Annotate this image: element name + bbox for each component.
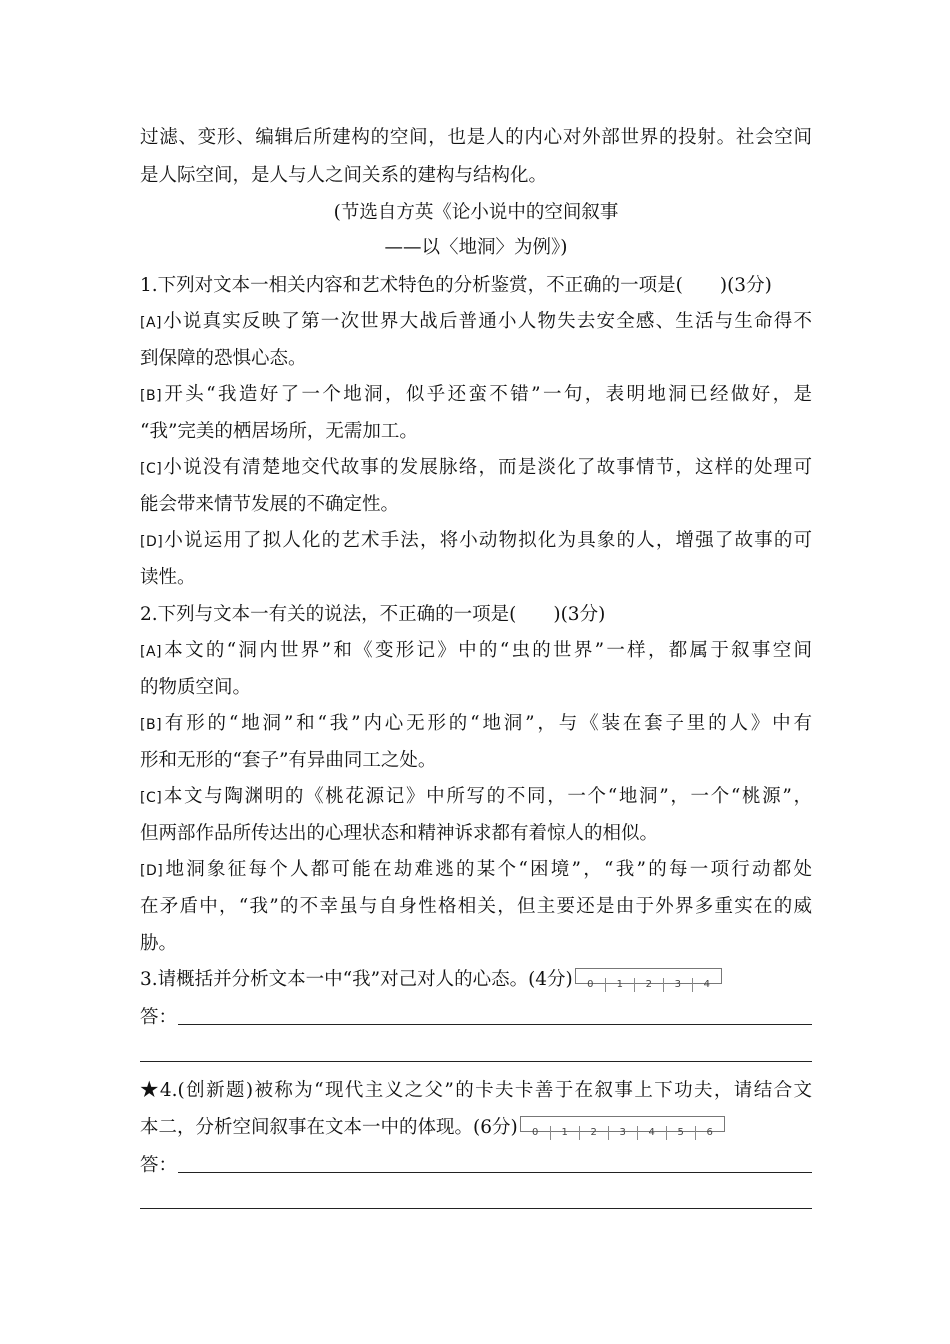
score-cell[interactable]: 1	[605, 978, 634, 992]
score-box[interactable]	[575, 968, 722, 990]
question-4-stem-cont	[140, 1115, 812, 1141]
option-tag: [C]	[140, 790, 163, 806]
passage-line: 是人际空间，是人与人之间关系的建构与结构化。	[140, 165, 548, 186]
option-text: 小说运用了拟人化的艺术手法，将小动物拟化为具象的人，增强了故事的可	[163, 530, 812, 551]
score-cell[interactable]: 3	[663, 978, 692, 992]
q2-option-b-cont: 形和无形的“套子”有异曲同工之处。	[140, 750, 437, 771]
score-cell[interactable]: 5	[666, 1126, 695, 1140]
q2-option-a-cont: 的物质空间。	[140, 677, 252, 698]
option-text: 小说真实反映了第一次世界大战后普通小人物失去安全感、生活与生命得不	[162, 311, 812, 332]
score-cell[interactable]: 3	[608, 1126, 637, 1140]
source-citation-line2: ——以〈地洞〉为例》)	[384, 237, 568, 258]
score-cell[interactable]: 1	[550, 1126, 579, 1140]
q2-option-b[interactable]	[140, 711, 812, 738]
question-4-text: 4.(创新题)被称为“现代主义之父”的卡夫卡善于在叙事上下功夫，请结合文	[159, 1080, 812, 1101]
answer-line[interactable]	[140, 1061, 812, 1062]
score-cell[interactable]: 4	[637, 1126, 666, 1140]
q1-option-c[interactable]	[140, 455, 812, 482]
question-4-text-cont: 本二，分析空间叙事在文本一中的体现。(6分)	[140, 1117, 518, 1138]
score-cell[interactable]: 0	[587, 979, 594, 990]
option-tag: [D]	[140, 534, 164, 550]
option-tag: [D]	[140, 863, 164, 879]
option-tag: [A]	[140, 644, 163, 660]
q2-option-a[interactable]	[140, 638, 812, 665]
option-tag: [B]	[140, 717, 163, 733]
score-cell[interactable]: 0	[532, 1127, 539, 1138]
q1-option-d[interactable]	[140, 528, 812, 555]
passage-line: 过滤、变形、编辑后所建构的空间，也是人的内心对外部世界的投射。社会空间	[140, 127, 812, 148]
q2-option-d-cont: 在矛盾中，“我”的不幸虽与自身性格相关，但主要还是由于外界多重实在的威	[140, 896, 812, 917]
answer-line[interactable]	[178, 1172, 812, 1173]
score-cell[interactable]: 4	[692, 978, 721, 992]
q2-option-c-cont: 但两部作品所传达出的心理状态和精神诉求都有着惊人的相似。	[140, 823, 659, 844]
question-3-text: 3.请概括并分析文本一中“我”对己对人的心态。(4分)	[140, 969, 573, 990]
q2-option-d[interactable]	[140, 857, 812, 884]
option-text: 地洞象征每个人都可能在劫难逃的某个“困境”，“我”的每一项行动都处	[163, 859, 812, 880]
option-text: 本文与陶渊明的《桃花源记》中所写的不同，一个“地洞”，一个“桃源”，	[162, 786, 812, 807]
source-citation-line1: (节选自方英《论小说中的空间叙事	[333, 202, 619, 223]
q1-option-b-cont: “我”完美的栖居场所，无需加工。	[140, 421, 418, 442]
question-4-stem	[140, 1078, 812, 1104]
option-text: 开头“我造好了一个地洞，似乎还蛮不错”一句，表明地洞已经做好，是	[162, 384, 812, 405]
answer-label: 答：	[140, 1007, 178, 1028]
answer-line[interactable]	[140, 1208, 812, 1209]
question-3-stem	[140, 967, 812, 993]
option-text: 有形的“地洞”和“我”内心无形的“地洞”，与《装在套子里的人》中有	[162, 713, 812, 734]
score-cell[interactable]: 6	[695, 1126, 724, 1140]
q1-option-a[interactable]	[140, 309, 812, 336]
score-cell[interactable]: 2	[634, 978, 663, 992]
option-tag: [B]	[140, 388, 163, 404]
q1-option-b[interactable]	[140, 382, 812, 409]
option-text: 小说没有清楚地交代故事的发展脉络，而是淡化了故事情节，这样的处理可	[162, 457, 812, 478]
answer-label: 答：	[140, 1155, 178, 1176]
star-icon: ★	[140, 1080, 160, 1101]
q1-option-a-cont: 到保障的恐惧心态。	[140, 348, 307, 369]
question-1-stem: 1.下列对文本一相关内容和艺术特色的分析鉴赏，不正确的一项是( )(3分)	[140, 275, 772, 296]
option-tag: [A]	[140, 315, 163, 331]
q1-option-c-cont: 能会带来情节发展的不确定性。	[140, 494, 400, 515]
q2-option-c[interactable]	[140, 784, 812, 811]
answer-line[interactable]	[178, 1024, 812, 1025]
option-tag: [C]	[140, 461, 163, 477]
q2-option-d-cont2: 胁。	[140, 933, 178, 954]
option-text: 本文的“洞内世界”和《变形记》中的“虫的世界”一样，都属于叙事空间	[162, 640, 812, 661]
q1-option-d-cont: 读性。	[140, 567, 196, 588]
question-2-stem: 2.下列与文本一有关的说法，不正确的一项是( )(3分)	[140, 604, 606, 625]
score-cell[interactable]: 2	[579, 1126, 608, 1140]
score-box[interactable]	[520, 1116, 725, 1138]
